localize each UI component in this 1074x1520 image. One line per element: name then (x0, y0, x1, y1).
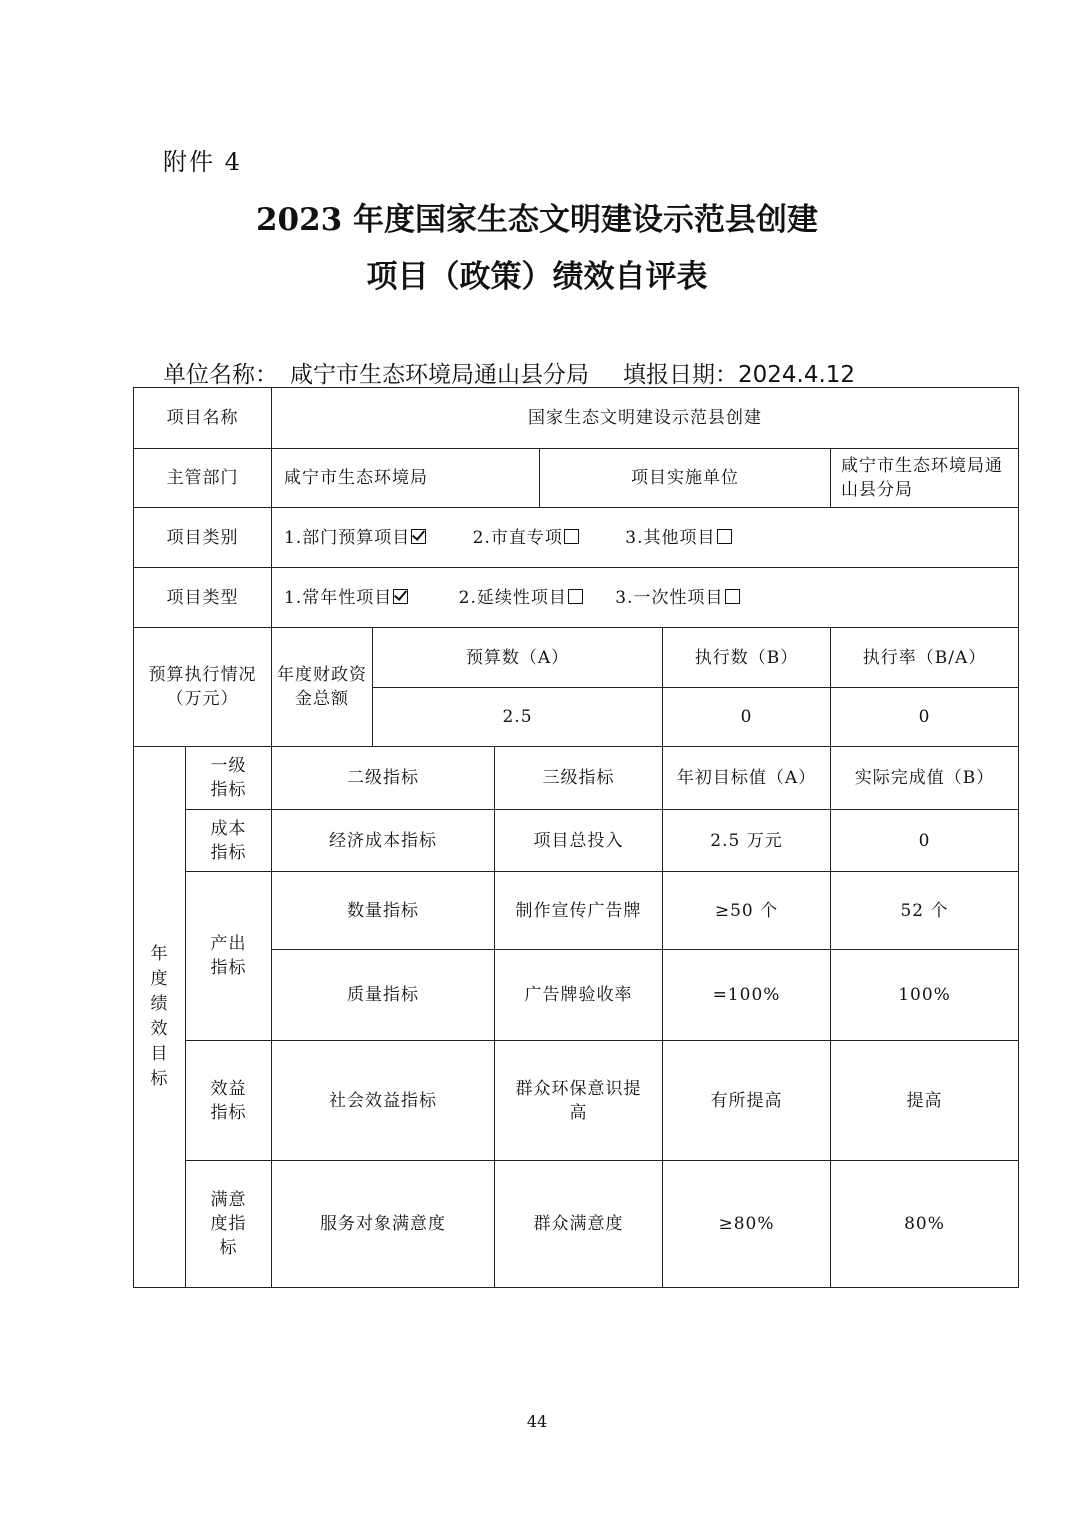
checkbox-checked-icon (393, 589, 408, 604)
cell: 项目总投入 (495, 810, 663, 872)
type-option: 1.常年性项目 (284, 586, 408, 610)
type-options (272, 568, 1019, 628)
date-value: 2024.4.12 (738, 362, 856, 388)
cell: 社会效益指标 (272, 1041, 495, 1161)
budget-col-rate: 执行率（B/A） (831, 628, 1019, 688)
category-label: 项目类别 (134, 508, 272, 568)
cell: 广告牌验收率 (495, 950, 663, 1041)
fund-total-label: 年度财政资金总额 (272, 628, 373, 747)
table-row (134, 449, 1019, 508)
budget-val-rate: 0 (831, 688, 1019, 747)
table-row (134, 628, 1019, 688)
table-row (134, 1161, 1019, 1288)
document-title-line1: 2023 年度国家生态文明建设示范县创建 (255, 202, 819, 238)
page-number: 44 (526, 1412, 548, 1431)
satisfaction-indicator-label: 满意度指 标 (186, 1161, 272, 1288)
cell: 0 (831, 810, 1019, 872)
benefit-indicator-label: 效益指标 (186, 1041, 272, 1161)
info-line (163, 356, 855, 389)
budget-val-a: 2.5 (373, 688, 663, 747)
date-label: 填报日期： (623, 362, 738, 388)
category-option: 3.其他项目 (625, 526, 731, 550)
cell: ≥50 个 (663, 872, 831, 950)
project-name-label: 项目名称 (134, 388, 272, 449)
impl-unit-value: 咸宁市生态环境局通山县分局 (831, 449, 1019, 508)
cell: 2.5 万元 (663, 810, 831, 872)
cell: 80% (831, 1161, 1019, 1288)
type-option: 3.一次性项目 (615, 586, 739, 610)
table-row (134, 872, 1019, 950)
checkbox-empty-icon (568, 589, 583, 604)
cost-indicator-label: 成本指标 (186, 810, 272, 872)
table-row (134, 747, 1019, 810)
cell: 有所提高 (663, 1041, 831, 1161)
table-row (134, 1041, 1019, 1161)
category-option: 1.部门预算项目 (284, 526, 426, 550)
budget-col-a: 预算数（A） (373, 628, 663, 688)
table-row (134, 568, 1019, 628)
cell: ≥80% (663, 1161, 831, 1288)
cell: 提高 (831, 1041, 1019, 1161)
budget-label: 预算执行情况（万元） (134, 628, 272, 747)
type-label: 项目类型 (134, 568, 272, 628)
checkbox-empty-icon (564, 529, 579, 544)
header-actual: 实际完成值（B） (831, 747, 1019, 810)
category-options (272, 508, 1019, 568)
table-row (134, 810, 1019, 872)
cell: 52 个 (831, 872, 1019, 950)
unit-label: 单位名称： (163, 362, 278, 388)
cell: 服务对象满意度 (272, 1161, 495, 1288)
cell: 数量指标 (272, 872, 495, 950)
project-name-value: 国家生态文明建设示范县创建 (272, 388, 1019, 449)
output-indicator-label: 产出指标 (186, 872, 272, 1041)
dept-label: 主管部门 (134, 449, 272, 508)
unit-value: 咸宁市生态环境局通山县分局 (290, 362, 589, 388)
checkbox-empty-icon (717, 529, 732, 544)
cell: 质量指标 (272, 950, 495, 1041)
document-title-line2: 项目（政策）绩效自评表 (366, 259, 708, 295)
budget-val-b: 0 (663, 688, 831, 747)
table-row (134, 388, 1019, 449)
header-level1: 一级指标 (186, 747, 272, 810)
cell: 制作宣传广告牌 (495, 872, 663, 950)
dept-value: 咸宁市生态环境局 (272, 449, 540, 508)
budget-col-b: 执行数（B） (663, 628, 831, 688)
table-row (134, 508, 1019, 568)
impl-unit-label: 项目实施单位 (540, 449, 831, 508)
cell: =100% (663, 950, 831, 1041)
attachment-label: 附件 4 (163, 148, 242, 176)
cell: 群众满意度 (495, 1161, 663, 1288)
type-option: 2.延续性项目 (459, 586, 583, 610)
cell: 100% (831, 950, 1019, 1041)
header-level3: 三级指标 (495, 747, 663, 810)
header-target: 年初目标值（A） (663, 747, 831, 810)
checkbox-checked-icon (411, 529, 426, 544)
cell: 群众环保意识提高 (495, 1041, 663, 1161)
header-level2: 二级指标 (272, 747, 495, 810)
checkbox-empty-icon (725, 589, 740, 604)
performance-table (133, 387, 1019, 1288)
cell: 经济成本指标 (272, 810, 495, 872)
category-option: 2.市直专项 (473, 526, 579, 550)
annual-goal-label: 年度绩效目标 (134, 747, 186, 1288)
